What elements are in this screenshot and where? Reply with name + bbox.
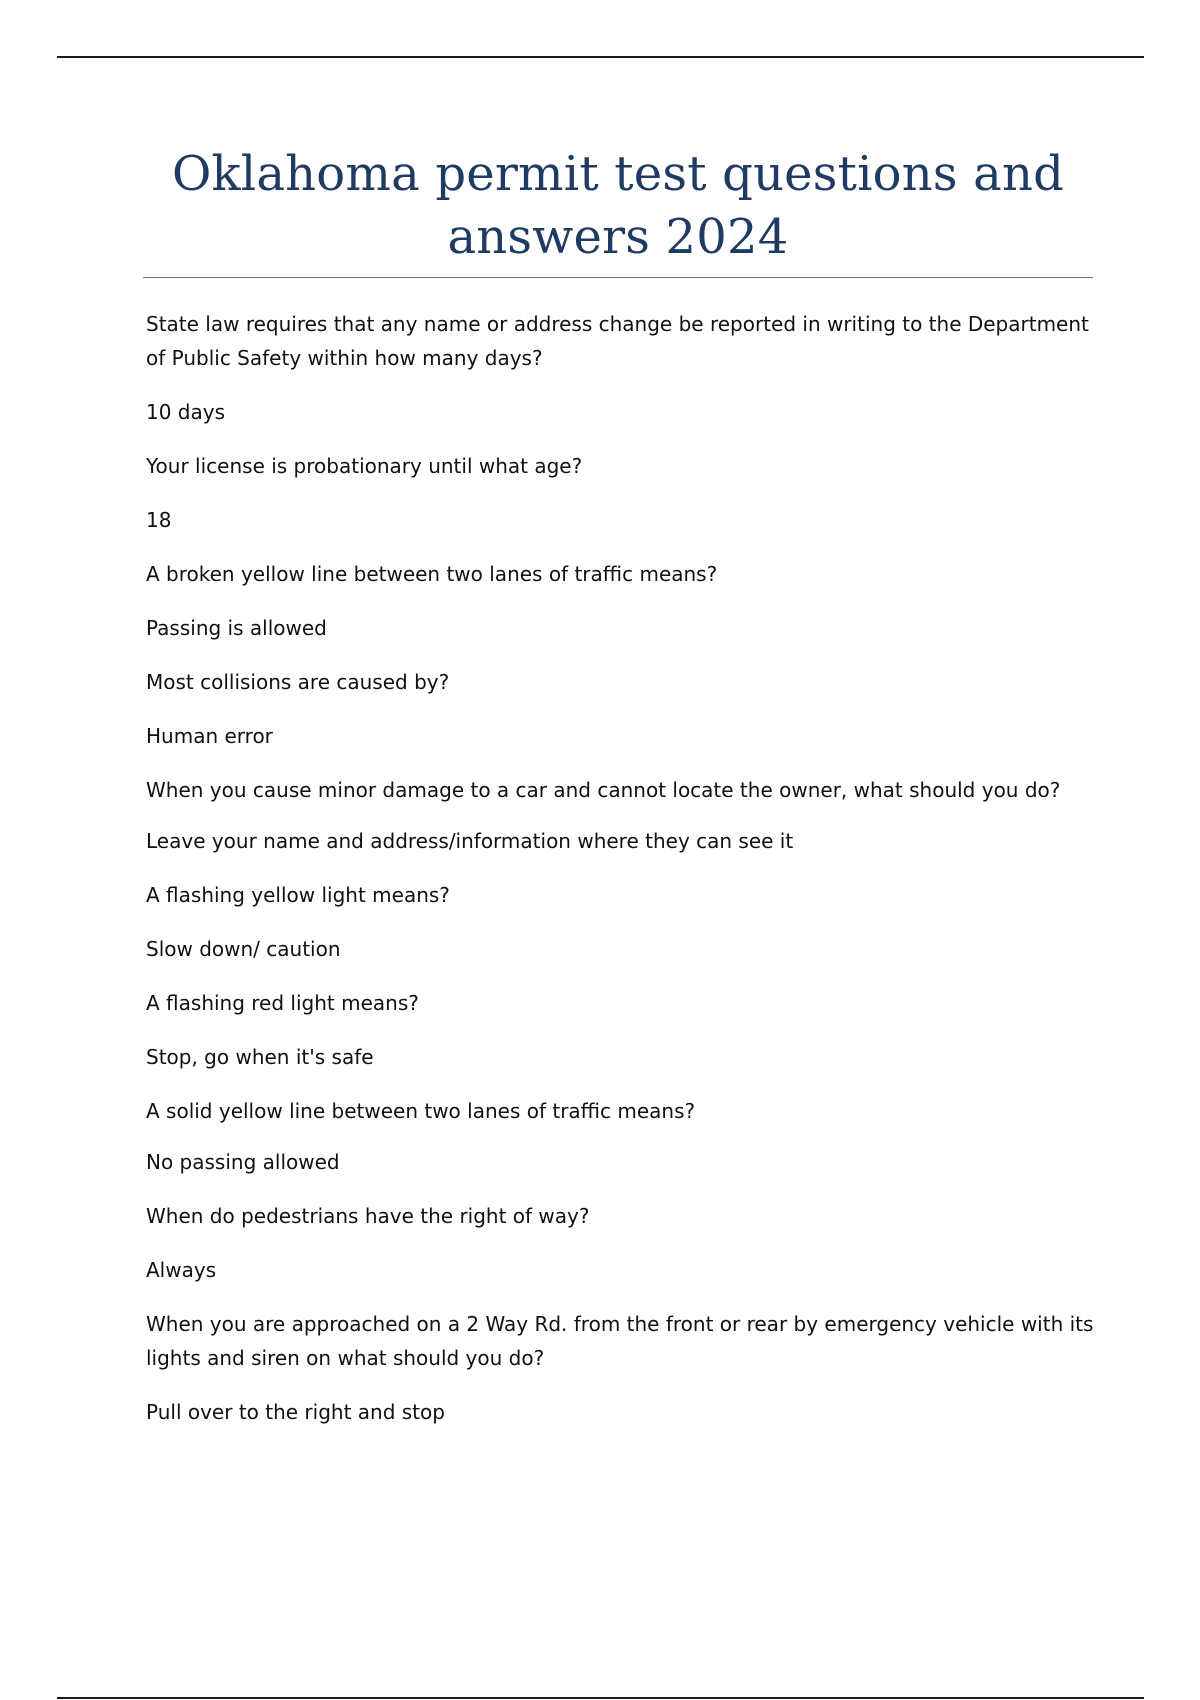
answer-10: Pull over to the right and stop bbox=[146, 1400, 445, 1424]
answer-1: 10 days bbox=[146, 400, 226, 424]
question-1: State law requires that any name or address change be reported in writing to the Department of Public Safety within how many days? bbox=[146, 312, 1096, 370]
question-7: A flashing red light means? bbox=[146, 991, 419, 1015]
question-6: A flashing yellow light means? bbox=[146, 883, 450, 907]
title-underline bbox=[143, 277, 1093, 278]
question-10: When you are approached on a 2 Way Rd. from the front or rear by emergency vehicle with its lights and siren on what should you do? bbox=[146, 1312, 1100, 1370]
answer-6: Slow down/ caution bbox=[146, 937, 341, 961]
answer-9: Always bbox=[146, 1258, 217, 1282]
question-3: A broken yellow line between two lanes of traffic means? bbox=[146, 562, 718, 586]
document-title: Oklahoma permit test questions and answers 2024 bbox=[171, 146, 1065, 265]
answer-5: Leave your name and address/information where they can see it bbox=[146, 829, 794, 853]
answer-3: Passing is allowed bbox=[146, 616, 327, 640]
question-2: Your license is probationary until what age? bbox=[146, 454, 583, 478]
qa-list bbox=[146, 307, 1100, 1429]
question-8: A solid yellow line between two lanes of traffic means? bbox=[146, 1099, 696, 1123]
answer-2: 18 bbox=[146, 508, 172, 532]
answer-8: No passing allowed bbox=[146, 1150, 340, 1174]
question-4: Most collisions are caused by? bbox=[146, 670, 450, 694]
question-5: When you cause minor damage to a car and cannot locate the owner, what should you do? bbox=[146, 778, 1061, 802]
top-page-rule bbox=[57, 56, 1144, 58]
answer-4: Human error bbox=[146, 724, 273, 748]
question-9: When do pedestrians have the right of way? bbox=[146, 1204, 590, 1228]
bottom-page-rule bbox=[57, 1697, 1144, 1699]
answer-7: Stop, go when it's safe bbox=[146, 1045, 374, 1069]
